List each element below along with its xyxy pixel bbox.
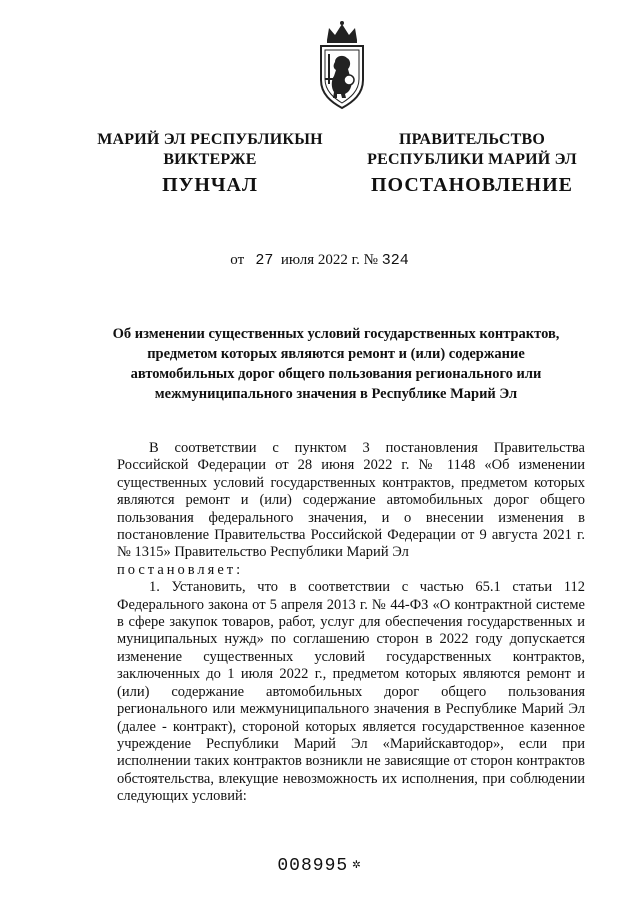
title-line: Об изменении существенных условий государственных контрактов, <box>112 326 560 342</box>
serial-number-value: 008995 <box>277 856 349 876</box>
header-right-line1: ПРАВИТЕЛЬСТВО <box>398 131 546 148</box>
date-day: 27 <box>255 252 274 269</box>
body-paragraph-preamble: В соответствии с пунктом 3 постановления Правительства Российской Федерации от 28 июня 2022 г. № 1148 «Об изменении существенных условий государственных контрактов, предметом которых являются ремонт и (или) содержание автомобильных дорог общего пользования федерального значения, и о внесении изменения в постановление Правительства Российской Федерации от 9 августа 2021 г. № 1315» Правительство Республики Марий Эл <box>117 440 585 561</box>
date-month-year: июля 2022 г. № <box>280 252 378 268</box>
decree-word: постановляет: <box>117 561 244 578</box>
header-right-line2: РЕСПУБЛИКИ МАРИЙ ЭЛ <box>367 151 577 168</box>
doc-type-mari: ПУНЧАЛ <box>162 174 258 196</box>
coat-of-arms-emblem <box>317 18 367 110</box>
date-line <box>0 252 639 269</box>
serial-number <box>0 856 639 876</box>
doc-type-russian: ПОСТАНОВЛЕНИЕ <box>371 174 573 196</box>
header-left-line2: ВИКТЕРЖЕ <box>163 151 257 168</box>
title-line: автомобильных дорог общего пользования регионального или <box>130 366 542 382</box>
header-right-block <box>342 130 602 170</box>
date-prefix: от <box>230 252 245 268</box>
document-body <box>117 440 585 806</box>
body-paragraph-1: 1. Установить, что в соответствии с частью 65.1 статьи 112 Федерального закона от 5 апреля 2013 г. № 44-ФЗ «О контрактной системе в сфере закупок товаров, работ, услуг для обеспечения государственных и муниципальных нужд» по соглашению сторон в 2022 году допускается изменение существенных условий государственных контрактов, заключенных до 1 июля 2022 г., предметом которых являются ремонт и (или) содержание автомобильных дорог общего пользования регионального или межмуниципального значения в Республике Марий Эл (далее - контракт), стороной которых является государственное казенное учреждение Республики Марий Эл «Марийскавтодор», если при исполнении таких контрактов возникли не зависящие от сторон контрактов обстоятельства, влекущие невозможность их исполнения, при соблюдении следующих условий: <box>117 579 585 805</box>
title-line: предметом которых являются ремонт и (или) содержание <box>147 346 525 362</box>
header-left-block <box>80 130 340 170</box>
title-line: межмуниципального значения в Республике Марий Эл <box>154 386 518 402</box>
serial-mark-icon: ✲ <box>352 857 362 873</box>
document-title <box>108 324 564 404</box>
decree-number: 324 <box>381 252 409 269</box>
header-left-line1: МАРИЙ ЭЛ РЕСПУБЛИКЫН <box>97 131 323 148</box>
